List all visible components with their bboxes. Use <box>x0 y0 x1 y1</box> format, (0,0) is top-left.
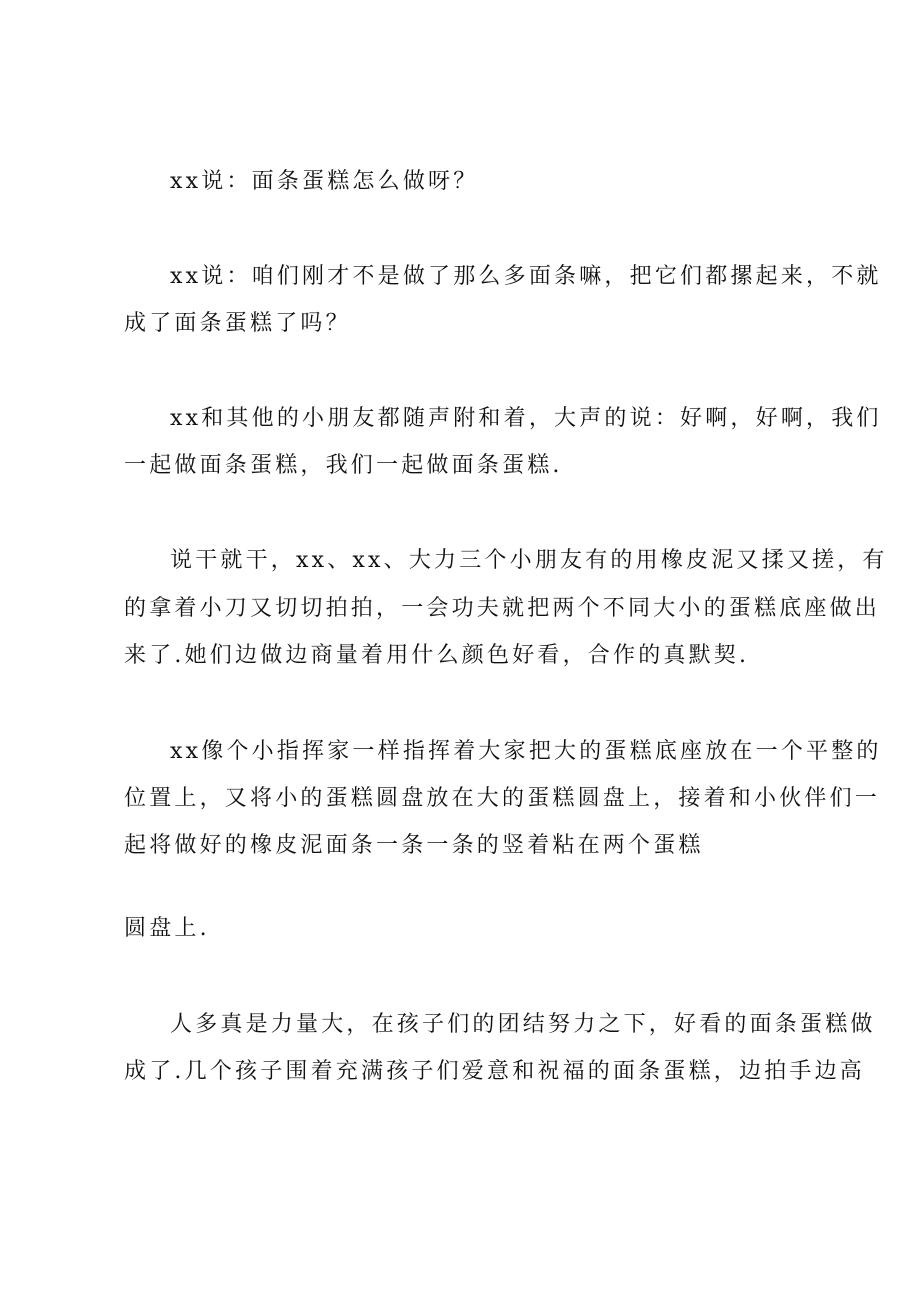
paragraph-4-line-2: 的拿着小刀又切切拍拍，一会功夫就把两个不同大小的蛋糕底座做出 <box>124 596 881 621</box>
paragraph-4-line-3: 来了.她们边做边商量着用什么颜色好看，合作的真默契. <box>124 643 750 668</box>
paragraph-5-line-2: 位置上，又将小的蛋糕圆盘放在大的蛋糕圆盘上，接着和小伙伴们一 <box>124 786 881 811</box>
paragraph-1-line-1: xx说：面条蛋糕怎么做呀？ <box>170 169 479 194</box>
paragraph-6-line-1: 圆盘上. <box>124 916 210 941</box>
paragraph-2-line-2: 成了面条蛋糕了吗？ <box>124 311 351 336</box>
paragraph-4-line-1: 说干就干，xx、xx、大力三个小朋友有的用橡皮泥又揉又搓，有 <box>170 548 888 573</box>
paragraph-2-line-1: xx说：咱们刚才不是做了那么多面条嘛，把它们都摞起来，不就 <box>170 264 882 289</box>
paragraph-3-line-1: xx和其他的小朋友都随声附和着，大声的说：好啊，好啊，我们 <box>170 406 882 431</box>
paragraph-5-line-3: 起将做好的橡皮泥面条一条一条的竖着粘在两个蛋糕 <box>124 833 704 858</box>
paragraph-7-line-2: 成了.几个孩子围着充满孩子们爱意和祝福的面条蛋糕，边拍手边高 <box>124 1059 865 1084</box>
paragraph-7-line-1: 人多真是力量大，在孩子们的团结努力之下，好看的面条蛋糕做 <box>170 1012 876 1037</box>
paragraph-5-line-1: xx像个小指挥家一样指挥着大家把大的蛋糕底座放在一个平整的 <box>170 739 882 764</box>
paragraph-3-line-2: 一起做面条蛋糕，我们一起做面条蛋糕. <box>124 453 563 478</box>
